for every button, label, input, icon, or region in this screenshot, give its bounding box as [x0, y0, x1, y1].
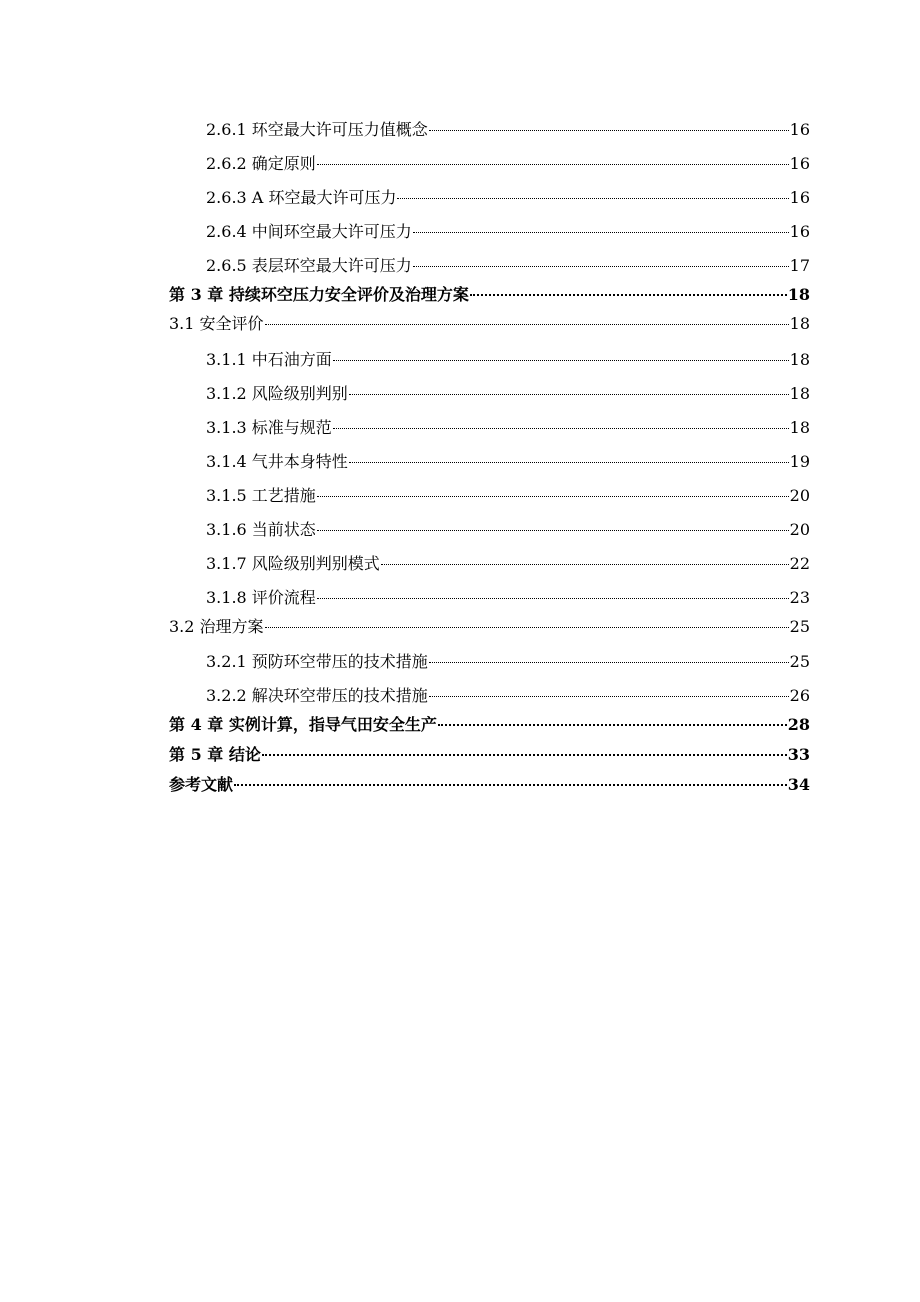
toc-entry-3-1-3[interactable] — [206, 418, 810, 438]
toc-entry-chapter-5[interactable] — [169, 745, 810, 765]
toc-entry-page: 16 — [789, 222, 810, 241]
toc-entry-page: 17 — [789, 256, 810, 275]
toc-entry-page: 25 — [789, 652, 810, 671]
toc-entry-chapter-3[interactable] — [169, 285, 810, 305]
toc-entry-chapter-4[interactable] — [169, 715, 810, 735]
toc-entry-label: 3.2 治理方案 — [169, 617, 264, 636]
toc-entry-label: 3.1.8 评价流程 — [206, 588, 316, 607]
toc-entry-page: 18 — [787, 285, 810, 304]
toc-entry-page: 18 — [789, 418, 810, 437]
toc-entry-2-6-2[interactable] — [206, 154, 810, 174]
dot-leader — [349, 393, 789, 395]
toc-entry-3-1-5[interactable] — [206, 486, 810, 506]
dot-leader — [262, 753, 787, 756]
toc-entry-label: 第 5 章 结论 — [169, 745, 261, 764]
toc-entry-label: 3.2.1 预防环空带压的技术措施 — [206, 652, 428, 671]
toc-entry-page: 23 — [789, 588, 810, 607]
toc-entry-label: 3.1.6 当前状态 — [206, 520, 316, 539]
toc-entry-label: 3.1 安全评价 — [169, 314, 264, 333]
toc-entry-page: 18 — [789, 350, 810, 369]
toc-entry-page: 28 — [787, 715, 810, 734]
toc-entry-page: 22 — [789, 554, 810, 573]
toc-entry-page: 19 — [789, 452, 810, 471]
toc-entry-label: 2.6.5 表层环空最大许可压力 — [206, 256, 412, 275]
toc-entry-page: 18 — [789, 384, 810, 403]
toc-entry-2-6-5[interactable] — [206, 256, 810, 276]
toc-entry-references[interactable] — [169, 775, 810, 795]
dot-leader — [429, 129, 789, 131]
toc-entry-label: 3.1.7 风险级别判别模式 — [206, 554, 380, 573]
toc-entry-page: 20 — [789, 486, 810, 505]
toc-entry-2-6-1[interactable] — [206, 120, 810, 140]
dot-leader — [470, 293, 787, 296]
toc-entry-3-2-2[interactable] — [206, 686, 810, 706]
toc-entry-page: 34 — [787, 775, 810, 794]
toc-entry-page: 18 — [789, 314, 810, 333]
dot-leader — [317, 495, 789, 497]
dot-leader — [429, 661, 789, 663]
dot-leader — [349, 461, 789, 463]
toc-entry-3-1[interactable] — [169, 314, 810, 334]
dot-leader — [333, 427, 789, 429]
dot-leader — [438, 723, 787, 726]
toc-entry-3-2-1[interactable] — [206, 652, 810, 672]
toc-entry-2-6-3[interactable] — [206, 188, 810, 208]
dot-leader — [413, 231, 789, 233]
toc-entry-page: 33 — [787, 745, 810, 764]
dot-leader — [397, 197, 788, 199]
toc-entry-3-1-4[interactable] — [206, 452, 810, 472]
toc-entry-label: 2.6.3 A 环空最大许可压力 — [206, 188, 397, 207]
toc-entry-page: 16 — [789, 154, 810, 173]
toc-entry-page: 26 — [789, 686, 810, 705]
toc-entry-label: 3.1.3 标准与规范 — [206, 418, 332, 437]
toc-entry-page: 20 — [789, 520, 810, 539]
toc-entry-3-2[interactable] — [169, 617, 810, 637]
toc-entry-label: 2.6.4 中间环空最大许可压力 — [206, 222, 412, 241]
dot-leader — [381, 563, 789, 565]
toc-entry-page: 25 — [789, 617, 810, 636]
toc-entry-label: 3.1.2 风险级别判别 — [206, 384, 348, 403]
toc-entry-3-1-7[interactable] — [206, 554, 810, 574]
toc-entry-label: 第 4 章 实例计算，指导气田安全生产 — [169, 715, 437, 734]
dot-leader — [333, 359, 789, 361]
toc-entry-label: 3.1.5 工艺措施 — [206, 486, 316, 505]
toc-entry-3-1-2[interactable] — [206, 384, 810, 404]
toc-entry-label: 2.6.2 确定原则 — [206, 154, 316, 173]
dot-leader — [265, 323, 789, 325]
dot-leader — [265, 626, 789, 628]
toc-entry-label: 3.1.4 气井本身特性 — [206, 452, 348, 471]
dot-leader — [429, 695, 789, 697]
dot-leader — [234, 783, 787, 786]
toc-entry-page: 16 — [789, 120, 810, 139]
toc-entry-label: 3.1.1 中石油方面 — [206, 350, 332, 369]
toc-entry-3-1-6[interactable] — [206, 520, 810, 540]
dot-leader — [317, 163, 789, 165]
dot-leader — [317, 529, 789, 531]
toc-entry-page: 16 — [789, 188, 810, 207]
toc-entry-label: 3.2.2 解决环空带压的技术措施 — [206, 686, 428, 705]
toc-entry-3-1-1[interactable] — [206, 350, 810, 370]
toc-entry-label: 第 3 章 持续环空压力安全评价及治理方案 — [169, 285, 469, 304]
toc-entry-3-1-8[interactable] — [206, 588, 810, 608]
toc-entry-label: 2.6.1 环空最大许可压力值概念 — [206, 120, 428, 139]
dot-leader — [413, 265, 789, 267]
toc-entry-2-6-4[interactable] — [206, 222, 810, 242]
dot-leader — [317, 597, 789, 599]
toc-entry-label: 参考文献 — [169, 775, 234, 794]
